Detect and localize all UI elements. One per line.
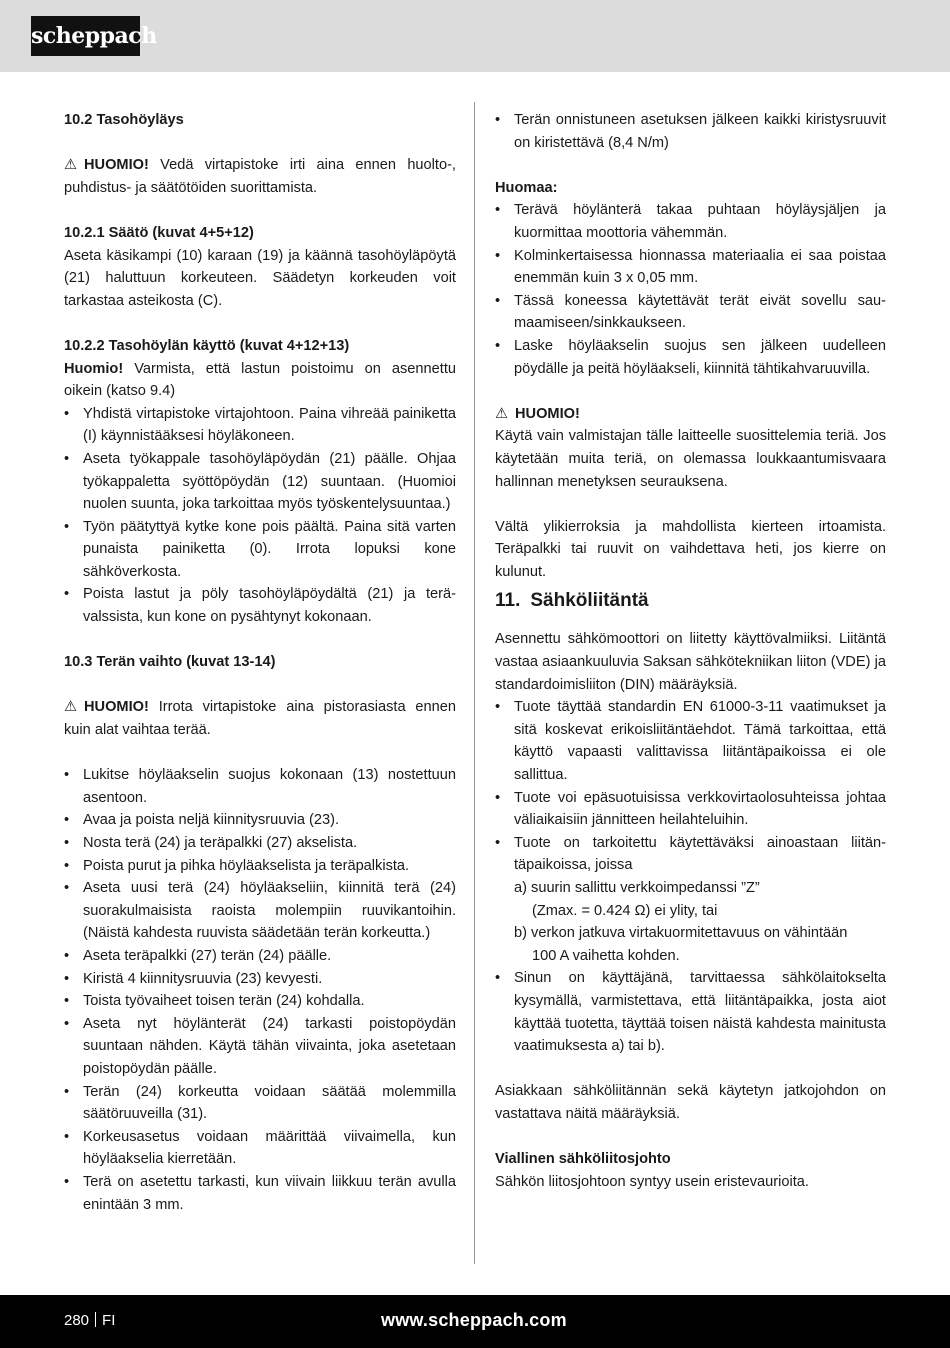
warning-3-text: Käytä vain valmistajan tälle laitteelle suosittelemia teriä. Jos käytetään muita teriä, on olemassa loukkaantumisvaara hallinnan menetyksen seurauksena. [495, 428, 886, 490]
paragraph-overspin: Vältä ylikierroksia ja mahdollista kierteen irtoamista. Teräpalkki tai ruuvit on vaihdettava heti, jos kierre on kulunut. [495, 518, 886, 580]
section-10-3-title: 10.3 Terän vaihto (kuvat 13-14) [64, 654, 276, 671]
warning-1-text: Vedä virtapistoke irti aina ennen huolto-, puhdistus- ja säätötöiden suorittamista. [64, 157, 456, 196]
warning-1-label: HUOMIO! [84, 157, 149, 174]
sub-item-b: b) verkon jatkuva virtakuormitettavuus on vähintään [514, 925, 848, 942]
warning-2-label: HUOMIO! [84, 699, 149, 716]
sub-item-b-cont: 100 A vaihetta kohden. [532, 947, 680, 964]
warning-3-label: HUOMIO! [515, 405, 580, 422]
section-11-heading [495, 588, 886, 614]
page-number-value: 280 [64, 1312, 90, 1329]
warning-triangle-icon: ⚠ [64, 157, 78, 174]
page-number [64, 1310, 115, 1332]
list-item: • Sinun on käyttäjänä, tarvittaessa sähkölaitokselta kysymällä, varmistettava, että liitäntäpaikka, josta aiot käyttää tuotetta, täyttää toisen näistä kahdesta mainitusta vaatimuksesta a) tai b). [495, 967, 886, 1057]
warning-triangle-icon: ⚠ [64, 699, 78, 716]
section-10-3-list [64, 764, 456, 1216]
section-10-2-1-text: Aseta käsikampi (10) karaan (19) ja käännä tasohöyläpöytä (21) haluttuun korkeuteen. Säädetyn korkeuden voit tarkastaa asteikosta (C). [64, 247, 456, 309]
list-item: • Aseta uusi terä (24) höyläakseliin, kiinnitä terä (24) suorakulmaisista raoista molempiin ruuvikantoihin. (Näistä kahdesta ruuvista säädetään terän korkeutta.) [64, 877, 456, 945]
list-item: • Terä on asetettu tarkasti, kun viivain liikkuu terän avulla enintään 3 mm. [64, 1171, 456, 1216]
section-11-number: 11. [495, 590, 521, 612]
section-10-2-1-title: 10.2.1 Säätö (kuvat 4+5+12) [64, 224, 254, 241]
list-item: • Kiristä 4 kiinnitysruuvia (23) kevyesti. [64, 968, 456, 991]
page-separator [95, 1312, 96, 1327]
section-11-list-2 [495, 967, 886, 1057]
list-item: • Aseta teräpalkki (27) terän (24) päälle. [64, 945, 456, 968]
list-item: • Tuote täyttää standardin EN 61000-3-11 vaatimukset ja sitä koskevat erikoisliitäntäehdot. Tämä tarkoittaa, että käyttö vapaasti valittavissa liitäntäpaikoissa ei ole sallittua. [495, 696, 886, 786]
list-item: • Korkeusasetus voidaan määrittää viivaimella, kun höyläakselia kierretään. [64, 1126, 456, 1171]
note-label: Huomio! [64, 360, 124, 377]
scheppach-logo: scheppach [31, 16, 140, 56]
list-item: • Terän onnistuneen asetuksen jälkeen kaikki kiristysruuvit on kiristettävä (8,4 N/m) [495, 109, 886, 154]
section-10-2-2-note [64, 358, 456, 403]
list-item: • Avaa ja poista neljä kiinnitysruuvia (23). [64, 809, 456, 832]
section-11-list [495, 696, 886, 877]
warning-2 [64, 696, 456, 741]
list-item: • Kolminkertaisessa hionnassa materiaalia ei saa poistaa enemmän kuin 3 x 0,05 mm. [495, 245, 886, 290]
website-url: www.scheppach.com [381, 1310, 567, 1330]
list-item: • Terän (24) korkeutta voidaan säätää molemmilla säätöruuveilla (31). [64, 1081, 456, 1126]
list-item: • Poista lastut ja pöly tasohöyläpöydältä (21) ja terävalssista, kun kone on pysähtynyt kokonaan. [64, 583, 456, 628]
header-bar [0, 0, 950, 72]
sub-item-a: a) suurin sallittu verkkoimpedanssi ”Z” [514, 880, 760, 896]
list-item: • Lukitse höyläakselin suojus kokonaan (13) nostettuun asentoon. [64, 764, 456, 809]
list-item: • Nosta terä (24) ja teräpalkki (27) akselista. [64, 832, 456, 855]
section-11-intro: Asennettu sähkömoottori on liitetty käyttövalmiiksi. Liitäntä vastaa asiaankuuluvia Saksan sähkötekniikan liiton (VDE) ja standardoimisliiton (DIN) määräyksiä. [495, 631, 886, 693]
note-text: Varmista, että lastun poistoimu on asennettu oikein (katso 9.4) [64, 360, 456, 400]
warning-2-text: Irrota virtapistoke aina pistorasiasta ennen kuin alat vaihtaa terää. [64, 699, 456, 739]
list-item: • Aseta nyt höylänterät (24) tarkasti poistopöydän suuntaan nähden. Käytä tähän viivainta, joka asetetaan poistopöydän päälle. [64, 1013, 456, 1081]
sub-item-a-cont: (Zmax. = 0.424 Ω) ei ylity, tai [532, 902, 718, 919]
section-11-title: Sähköliitäntä [530, 590, 649, 612]
huomaa-title: Huomaa: [495, 179, 558, 196]
huomaa-list [495, 199, 886, 380]
list-item: • Työn päätyttyä kytke kone pois päältä. Paina sitä varten punaista painiketta (0). Irrota lopuksi kone sähköverkosta. [64, 516, 456, 584]
list-item: • Poista purut ja pihka höyläakselista ja teräpalkista. [64, 855, 456, 878]
footer-bar [0, 1295, 950, 1348]
list-item: • Tuote voi epäsuotuisissa verkkovirtaolosuhteissa johtaa väliaikaisiin jännitteen heilahteluihin. [495, 787, 886, 832]
paragraph-customer: Asiakkaan sähköliitännän sekä käytetyn jatkojohdon on vastattava näitä määräyksiä. [495, 1083, 886, 1122]
right-column [495, 109, 886, 1193]
list-item: • Aseta työkappale tasohöyläpöydän (21) päälle. Ohjaa työkappaletta syöttöpöydän (12) suuntaan. (Huomioi nuolen suunta, joka tarkoittaa myös työskentelysuuntaa.) [64, 448, 456, 516]
warning-triangle-icon: ⚠ [495, 405, 509, 422]
warning-3-title [495, 403, 886, 426]
language-code: FI [102, 1312, 116, 1329]
list-item: • Toista työvaiheet toisen terän (24) kohdalla. [64, 990, 456, 1013]
section-10-2-2-list [64, 403, 456, 629]
left-column [64, 109, 456, 1216]
defect-text: Sähkön liitosjohtoon syntyy usein eristevaurioita. [495, 1173, 809, 1190]
top-list [495, 109, 886, 154]
warning-1 [64, 154, 456, 199]
list-item: • Tuote on tarkoitettu käytettäväksi ainoastaan liitäntäpaikoissa, joissa [495, 832, 886, 877]
section-10-2-2-title: 10.2.2 Tasohöylän käyttö (kuvat 4+12+13) [64, 337, 350, 354]
defect-title: Viallinen sähköliitosjohto [495, 1151, 671, 1168]
section-10-2-title: 10.2 Tasohöyläys [64, 112, 184, 128]
list-item: • Yhdistä virtapistoke virtajohtoon. Paina vihreää painiketta (I) käynnistääksesi höyläkoneen. [64, 403, 456, 448]
list-item: • Laske höyläakselin suojus sen jälkeen uudelleen pöydälle ja peitä höyläakseli, kiinnitä tähtikahvaruuvilla. [495, 335, 886, 380]
list-item: • Tässä koneessa käytettävät terät eivät sovellu saumaamiseen/sinkkaukseen. [495, 290, 886, 335]
column-divider [474, 102, 475, 1264]
list-item: • Terävä höylänterä takaa puhtaan höyläysjäljen ja kuormittaa moottoria vähemmän. [495, 199, 886, 244]
